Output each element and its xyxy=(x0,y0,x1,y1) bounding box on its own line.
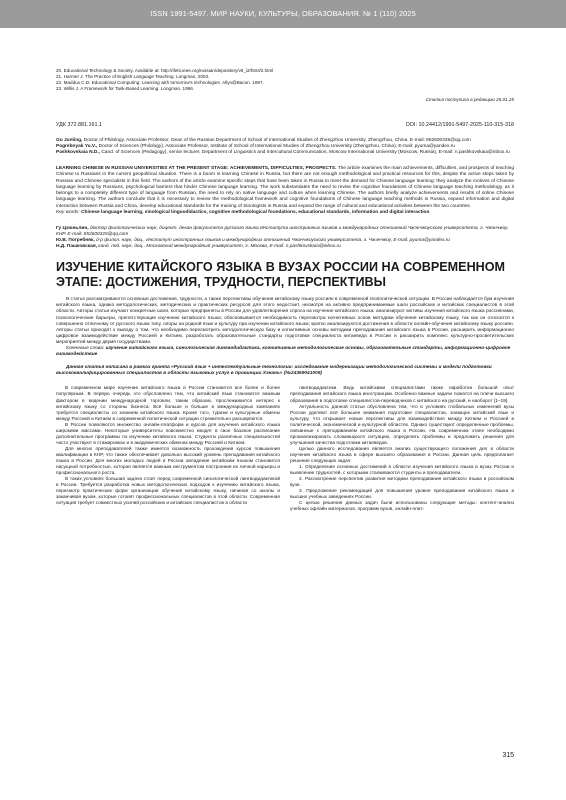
grant-note: Данная статья написана в рамках гранта «Русский язык + интеллектуальные технологии: исследование модернизации методологической системы и модели подготовки высококвалифицированных специалистов в области языковых услуг в провинции Хэнань» (№24369041009) xyxy=(56,365,492,377)
reference-item: 23. Willis J. A Framework for Task-Based Learning. Longman. 1996. xyxy=(56,86,195,91)
keywords-en-label: Key words: xyxy=(56,209,80,215)
paragraph: 3. Предложение рекомендаций для повышения уровня преподавания китайского языка в высших учебных заведениях России. xyxy=(290,489,514,501)
abstract-en-text: The article examines the main achievements, difficulties, and prospects of teaching Chinese to Russians in the current geopolitical situation. There is a boom in learning Chinese in Russia, but there are not enough methodological and practical resources for this, despite the active steps taken by Russian and Chinese specialists in this field. The authors of the article examine specific steps that have been taken in Russia to meet the demand for Chinese language learning: they analyze the motives of Chinese language learning by Russians, psychological barriers that hinder Chinese language learning. The work substantiates the need to revise the cognitive foundations of Chinese language teaching methodology, as it belongs to a completely different type of language from Russian, the need to rely on native language and culture when learning Chinese. The authors briefly analyze achievements and results of online Chinese language learning. The authors conclude that it is necessary to review the methodological framework and cognitive foundations of Chinese language teaching methods in Russia, expand information and digital interaction between Russia and China, develop educational standards for the training of Sinologists in Russia and expand the range of cultural and educational activities between the two countries. xyxy=(56,166,514,209)
page-number: 315 xyxy=(502,752,514,759)
paragraph: Актуальность данной статьи обусловлена тем, что в условиях глобальных изменений вузы России уделяют всё большее внимания подготовке специалистов, знающих китайский язык и культуру, что открывает новые перспективы для взаимодействия между Китаем и Россией в политической, экономической и культурной областях. Однако существуют определенные проблемы, связанные с преподаванием китайского языка в России. На современном этапе необходимо проанализировать сложившуюся ситуацию, определить проблемы и предложить решения для улучшения качества подготовки китаеведов. xyxy=(290,404,514,446)
article-title: ИЗУЧЕНИЕ КИТАЙСКОГО ЯЗЫКА В ВУЗАХ РОССИИ НА СОВРЕМЕННОМ ЭТАПЕ: ДОСТИЖЕНИЯ, ТРУДНОСТИ, ПЕРСПЕКТИВЫ xyxy=(56,260,506,290)
paragraph: Целью данного исследования является анализ существующего положения дел в области изучения китайского языка в сфере высшего образования в России. Данная цель предполагает решение следующих задач: xyxy=(290,446,514,464)
abstract-ru: В статье рассматриваются основные достижения, трудности, а также перспективы обучения китайскому языку россиян в современной геополитической ситуации. В России наблюдается бум изучения китайского языка, однако методологических, методических и практических ресурсов для этого недостает, несмотря на активно предпринимаемые шаги российских и китайских специалистов в этой области. Авторы статьи изучают конкретные шаги, которые предприняты в России для удовлетворения спроса на изучение китайского языка: анализируют мотивы изучения китайского языка россиянами, психологические барьеры, препятствующие изучению китайского языка; обосновывается необходимость пересмотра когнитивных основ методики обучения китайскому языку, так как он относится к совершенно отличному от русского языка типу, опоры на родной язык и культуру при изучении китайского языка; кратко анализируются достижения в области онлайн-обучения китайскому языку россиян. Авторы статьи приходят к выводу о том, что необходимо пересмотреть методологическую базу и когнитивные основы методики преподавания китайского языка в России, расширить информационно цифровое взаимодействие между Россией и Китаем, разработать образовательные стандарты подготовки специалиста китаеведа в России и расширить комплекс культурно-просветительских мероприятий между двумя государствами. xyxy=(56,297,514,345)
paragraph: В современном мире изучение китайского языка в России становится все более и более популярным. В первую очередь это обусловлено тем, что китайский язык становится важным фактором в ведении международной торговли, таким образом, прослеживается интерес к китайскому языку со стороны бизнеса. Всё больше и больше в международных компаниях требуется специалисты со знанием китайского языка. Кроме того, туризм и культурные обмены между Россией и Китаем в современной политической ситуации стремительно расширяются. xyxy=(56,386,280,422)
received-date: Статья поступила в редакцию 25.01.25 xyxy=(425,97,514,102)
author-name: Pashkovskaia N.D., xyxy=(56,150,100,156)
reference-item: 20. Educational Technology & Society. Available at: http://ifets.ieee.org/russian/depository/v6_i2/html/2.html xyxy=(56,68,274,73)
keywords-ru-text: изучение китайского языка, синологическая лингводидактика, когнитивные методологические основы, образовательные стандарты, информационно-цифровое взаимодействие xyxy=(56,346,511,358)
column-left xyxy=(56,386,280,513)
reference-item: 21. Harmer J. The Practice of English Language Teaching. Longman, 2003. xyxy=(56,74,210,79)
author-info: д-р филол. наук, доц., Институт иностранных языков и международных отношений Чжэнчжоуского университета, г. Чжэнчжоу, E-mail: pyuma@yandex.ru xyxy=(94,238,450,244)
keywords-en-text: Chinese language learning, sinological linguodidactics, cognitive methodological foundations, educational standards, information and digital interaction xyxy=(79,209,430,215)
keywords-en xyxy=(56,210,514,216)
author-info: Doctor of Philology, Associate Professor, Dean of the Russian Department of School of International Studies of Zhengzhou University, Zhengzhou, China. E-mail: 852600325@qq.com xyxy=(82,138,471,143)
authors-en xyxy=(56,138,514,156)
authors-ru xyxy=(56,226,514,250)
abstract-en xyxy=(56,166,514,209)
body-columns xyxy=(56,386,514,513)
author-info: Doctor of Sciences (Philology), Associate Professor, Institute of School of International Studies of Zhengzhou University (Zhengzhou, China), E-mail: pyuma@yandex.ru xyxy=(97,144,455,150)
title-en: LEARNING CHINESE IN RUSSIAN UNIVERSITIES AT THE PRESENT STAGE: ACHIEVEMENTS, DIFFICULTIES, PROSPECTS. xyxy=(56,166,337,172)
author-name: Pogrebnyak Yu.V., xyxy=(56,144,98,150)
keywords-ru-label: Ключевые слова: xyxy=(66,346,105,352)
author-name: Ю.В. Погребняк, xyxy=(56,238,95,244)
reference-list xyxy=(56,68,514,92)
author-name: Гу Цзюньлин, xyxy=(56,225,89,231)
paragraph: 1. Определение основных достижений в области изучения китайского языка в вузах России и выявление трудностей, с которыми сталкиваются студенты и преподаватели. xyxy=(290,465,514,477)
author-entry xyxy=(56,150,514,156)
paragraph: лингводидактики. Ведь китайскими специалистами также наработан большой опыт преподавания китайского языка иностранцам. Особенно важные задачи ложатся на плечи высшего образования в подготовке специалистов-переводчиков с китайского на русский, и наоборот [1–19]. xyxy=(290,386,514,404)
doi-link[interactable]: DOI: 10.24412/1991-5497-2025-110-315-318 xyxy=(405,122,514,128)
column-right xyxy=(290,386,514,513)
article-body xyxy=(56,32,514,513)
paragraph: В таких условиях большая задача стоит перед современной синологической лингводидактикой в России. Требуется разработка новых методологических подходов к изучению китайского языка, пересмотр практических форм организации обучения китайскому языку, начиная со школы и заканчивая вузом, которые готовят профессиональных специалистов в этой области. Современная ситуация требует совместных усилий российских и китайских специалистов в области xyxy=(56,477,280,507)
keywords-ru xyxy=(56,346,514,358)
paragraph: Для многих преподавателей также имеется возможность прохождения курсов повышения квалификации в КНР, что также обеспечивает довольно высокий уровень преподавания китайского языка в России. Для многих молодых людей в России овладение китайским языком становится насущной потребностью, которая является важным инструментом построения их личной карьеры и профессионального роста. xyxy=(56,446,280,477)
author-info: доктор филологических наук, доцент, декан факультета русского языка Института иностранных языков и международных отношений Чжэнчжоуского университета, г. Чжэнчжоу, КНР. E-mail: 852600325@qq.com xyxy=(56,225,509,237)
paragraph: С целью решения данных задач были использованы следующие методы: контент-анализ учебных офлайн материалов, программ вузов, онлайн-плат- xyxy=(290,501,514,513)
reference-item: 22. Maddux C.D. Educational Computing: Learning with tomorrow's technologies. Allyn@Bacon. 1997. xyxy=(56,80,264,85)
author-name: Gu Junling, xyxy=(56,138,83,143)
udk-doi-row xyxy=(56,122,514,128)
author-info: Cand. of Sciences (Pedagogy), senior lecturer, Department of Linguistics and Intercultural Communication, Moscow International University (Moscow, Russia), E-mail: n.pashkovskaia@inbox.ru xyxy=(100,150,510,156)
journal-header-text: ISSN 1991-5497. МИР НАУКИ, КУЛЬТУРЫ, ОБРАЗОВАНИЯ. № 1 (110) 2025 xyxy=(150,9,416,18)
journal-header xyxy=(0,0,566,28)
author-name: Н.Д. Пашковская, xyxy=(56,244,97,250)
author-entry xyxy=(56,244,514,250)
paragraph: 2. Рассмотрение перспектив развития методики преподавания китайского языка в российском вузе. xyxy=(290,477,514,489)
author-info: канд. пед. наук, доц., Московский международный университет, г. Москва, E-mail: n.pashkovskaia@inbox.ru xyxy=(96,244,341,250)
paragraph: В России появляются множество онлайн-платформ и курсов для изучения китайского языка широкими массами. Некоторые университеты повсеместно вводят в свое базовое расписание дополнительные программы по изучению китайского языка. Студенты различных специальностей часто участвуют в стажировках и в академических обменах между Россией и Китаем. xyxy=(56,422,280,446)
author-entry xyxy=(56,226,514,238)
udk-code: УДК 372.881.161.1 xyxy=(56,122,102,128)
